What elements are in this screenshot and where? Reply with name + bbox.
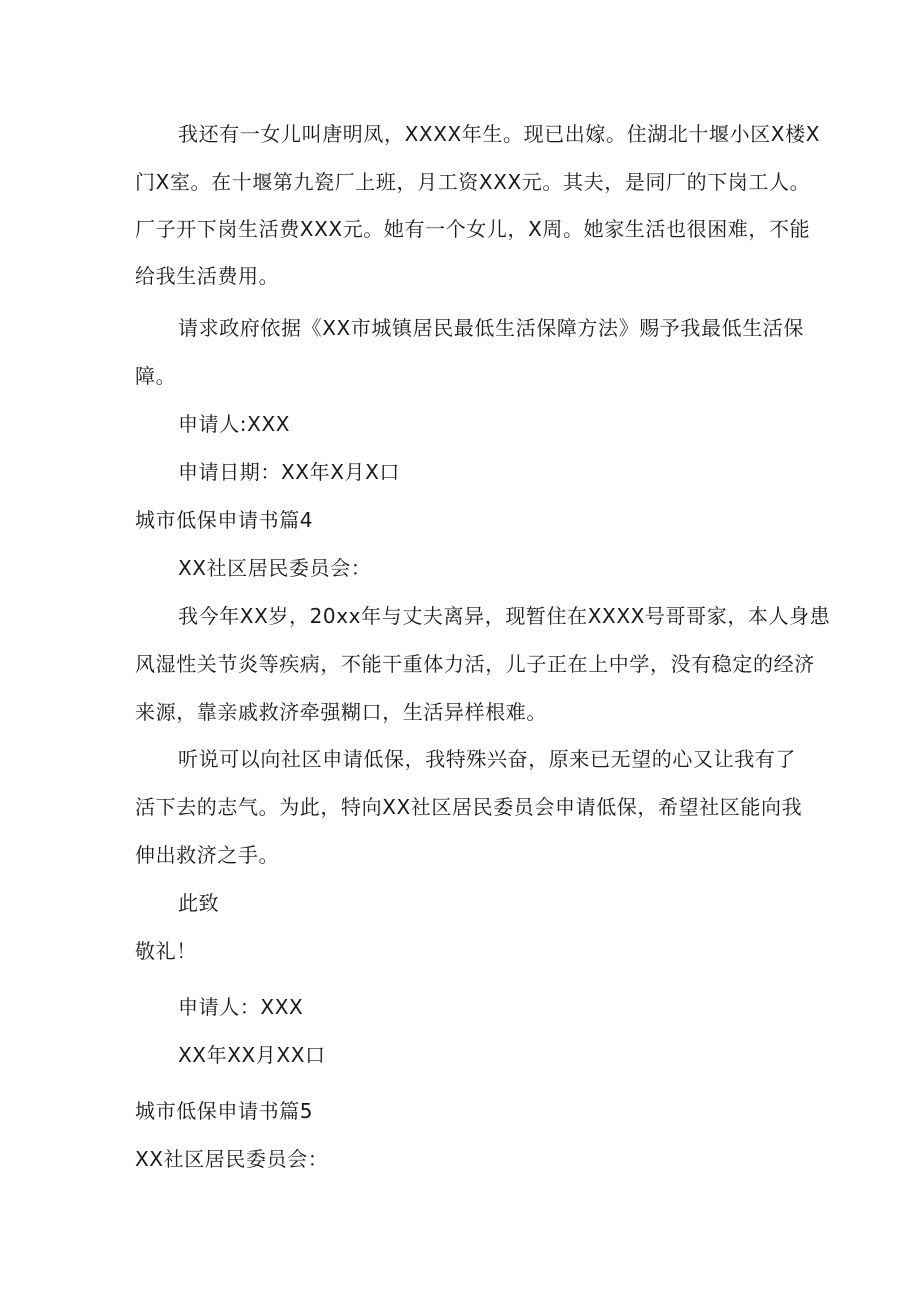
paragraph-line: 给我生活费用。 <box>135 264 280 288</box>
closing-line: 敬礼！ <box>135 939 197 963</box>
section-heading: 城市低保申请书篇4 <box>135 508 314 532</box>
applicant-line: 申请人:XXX <box>178 412 291 436</box>
paragraph-line: 我今年XX岁，20xx年与丈夫离异，现暂住在XXXX号哥哥家，本人身患 <box>178 604 831 628</box>
application-date-line: XX年XX月XX口 <box>178 1043 326 1067</box>
paragraph-line: 来源，靠亲戚救济牵强糊口，生活异样根难。 <box>135 700 547 724</box>
closing-line: 此致 <box>178 891 220 915</box>
section-heading: 城市低保申请书篇5 <box>135 1099 314 1123</box>
paragraph-line: 活下去的志气。为此，特向XX社区居民委员会申请低保，希望社区能向我 <box>135 795 803 819</box>
application-date-line: 申请日期：XX年X月X口 <box>178 460 401 484</box>
paragraph-line: 门X室。在十堰第九瓷厂上班，月工资XXX元。其夫，是同厂的下岗工人。 <box>135 170 811 194</box>
salutation-line: XX社区居民委员会： <box>135 1147 329 1171</box>
paragraph-line: 厂子开下岗生活费XXX元。她有一个女儿，X周。她家生活也很困难，不能 <box>135 217 811 241</box>
salutation-line: XX社区居民委员会： <box>178 556 372 580</box>
paragraph-line: 请求政府依据《XX市城镇居民最低生活保障方法》赐予我最低生活保 <box>178 316 805 340</box>
paragraph-line: 障。 <box>135 364 177 388</box>
paragraph-line: 伸出救济之手。 <box>135 843 280 867</box>
paragraph-line: 风湿性关节炎等疾病，不能干重体力活，儿子正在上中学，没有稳定的经济 <box>135 652 815 676</box>
applicant-line: 申请人：XXX <box>178 995 304 1019</box>
paragraph-line: 我还有一女儿叫唐明凤，XXXX年生。现已出嫁。住湖北十堰小区X楼X <box>178 122 821 146</box>
paragraph-line: 听说可以向社区申请低保，我特殊兴奋，原来已无望的心又让我有了 <box>178 747 796 771</box>
